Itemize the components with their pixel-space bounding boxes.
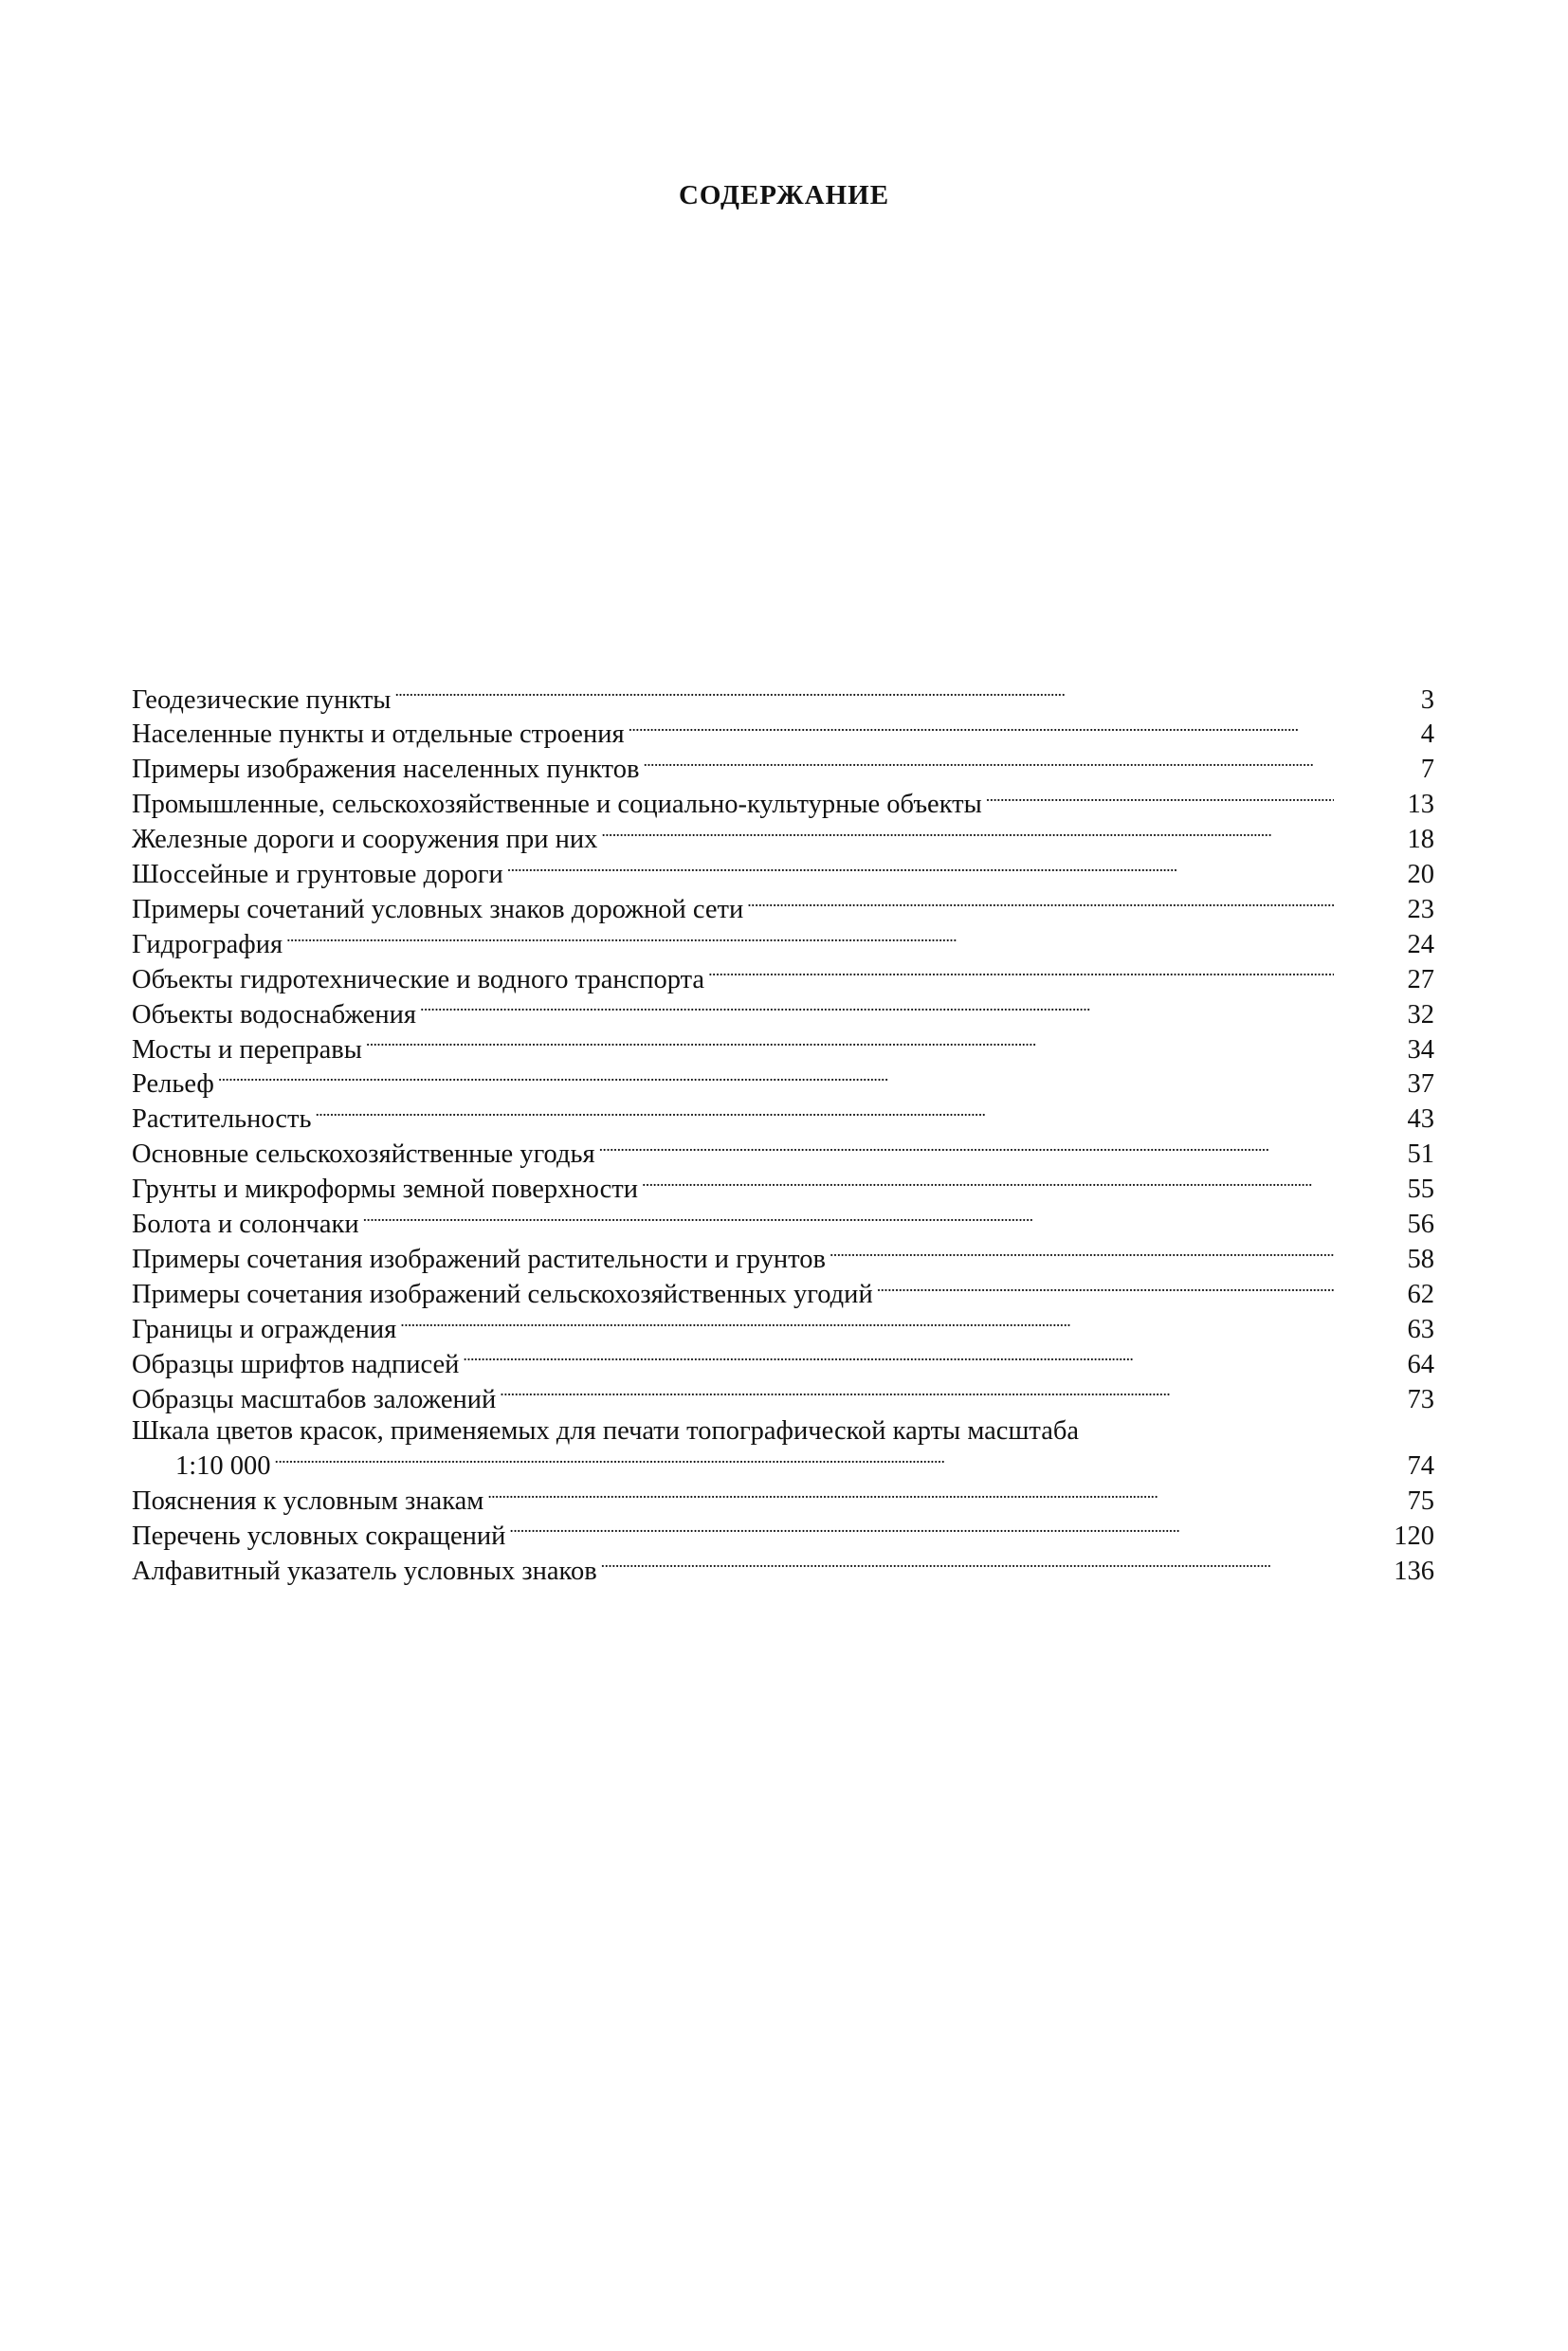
toc-entry-title: Примеры сочетания изображений растительности и грунтов — [132, 1245, 826, 1274]
toc-entry-page: 23 — [1407, 894, 1434, 924]
toc-entry — [132, 681, 1434, 716]
toc-entry-page: 136 — [1394, 1556, 1434, 1586]
toc-entry-page: 55 — [1407, 1175, 1434, 1205]
toc-entry — [132, 751, 1434, 786]
toc-entry-title: Основные сельскохозяйственные угодья — [132, 1139, 595, 1170]
toc-entry-title: Примеры сочетаний условных знаков дорожной сети — [132, 894, 744, 924]
toc-entry-continuation — [132, 1447, 1434, 1482]
toc-entry — [132, 1136, 1434, 1171]
toc-entry — [132, 1206, 1434, 1241]
toc-entry-title: Алфавитный указатель условных знаков — [132, 1556, 597, 1586]
toc-entry — [132, 716, 1434, 751]
toc-entry-title: Промышленные, сельскохозяйственные и социально-культурные объекты — [132, 790, 982, 820]
toc-entry-title: Объекты водоснабжения — [132, 999, 417, 1030]
toc-entry-page: 58 — [1407, 1245, 1434, 1274]
toc-entry-title: Рельеф — [132, 1069, 214, 1100]
toc-entry-page: 7 — [1420, 755, 1434, 785]
toc-entry-title: Примеры сочетания изображений сельскохозяйственных угодий — [132, 1279, 873, 1309]
toc-dot-leader — [316, 1101, 1335, 1128]
toc-dot-leader — [601, 1552, 1334, 1579]
toc-dot-leader — [420, 995, 1334, 1023]
toc-entry-page: 64 — [1407, 1349, 1434, 1379]
toc-entry — [132, 995, 1434, 1030]
toc-dot-leader — [286, 925, 1334, 953]
toc-entry — [132, 1066, 1434, 1101]
toc-entry-title: Шкала цветов красок, применяемых для печати топографической карты масштаба — [132, 1416, 1080, 1447]
toc-entry-title: Примеры изображения населенных пунктов — [132, 755, 640, 785]
toc-entry-title: Образцы шрифтов надписей — [132, 1349, 460, 1379]
toc-entry-title: Перечень условных сокращений — [132, 1521, 506, 1551]
toc-entry — [132, 1482, 1434, 1517]
toc-entry-title: Пояснения к условным знакам — [132, 1485, 484, 1516]
toc-entry-title-continuation: 1:10 000 — [175, 1450, 271, 1481]
toc-entry — [132, 1241, 1434, 1276]
toc-entry — [132, 786, 1434, 821]
toc-entry-title: Шоссейные и грунтовые дороги — [132, 860, 503, 890]
toc-entry-page: 51 — [1407, 1139, 1434, 1170]
table-of-contents — [132, 681, 1434, 1587]
toc-entry-page: 13 — [1407, 790, 1434, 820]
toc-entry — [132, 821, 1434, 856]
toc-entry-title: Границы и ограждения — [132, 1314, 397, 1344]
toc-entry — [132, 960, 1434, 995]
toc-entry — [132, 1275, 1434, 1310]
toc-entry-title: Геодезические пункты — [132, 684, 392, 715]
toc-dot-leader — [509, 1517, 1334, 1544]
toc-entry — [132, 1030, 1434, 1066]
toc-entry-page: 34 — [1407, 1034, 1434, 1065]
toc-entry-title: Населенные пункты и отдельные строения — [132, 720, 625, 750]
toc-dot-leader — [487, 1482, 1334, 1509]
toc-dot-leader — [986, 786, 1334, 813]
toc-entry-title: Растительность — [132, 1104, 312, 1135]
toc-entry-page: 4 — [1420, 720, 1434, 750]
toc-dot-leader — [363, 1206, 1334, 1233]
toc-entry — [132, 890, 1434, 925]
toc-entry — [132, 1415, 1434, 1447]
toc-dot-leader — [275, 1447, 1334, 1474]
toc-entry — [132, 1310, 1434, 1345]
toc-dot-leader — [507, 856, 1334, 884]
toc-dot-leader — [601, 821, 1334, 848]
toc-entry-title: Объекты гидротехнические и водного транспорта — [132, 964, 705, 994]
page-title: СОДЕРЖАНИЕ — [678, 180, 890, 210]
toc-dot-leader — [218, 1066, 1334, 1093]
toc-entry-page: 43 — [1407, 1104, 1434, 1135]
toc-entry — [132, 1380, 1434, 1415]
toc-entry-page: 75 — [1407, 1485, 1434, 1516]
toc-dot-leader — [599, 1136, 1334, 1163]
toc-dot-leader — [643, 751, 1334, 778]
toc-entry-page: 37 — [1407, 1069, 1434, 1100]
toc-dot-leader — [400, 1310, 1334, 1338]
toc-entry — [132, 856, 1434, 891]
toc-dot-leader — [747, 890, 1334, 918]
toc-entry-title: Грунты и микроформы земной поверхности — [132, 1175, 638, 1205]
toc-entry-page: 56 — [1407, 1210, 1434, 1240]
toc-entry-page: 24 — [1407, 929, 1434, 959]
toc-entry-page: 27 — [1407, 964, 1434, 994]
toc-entry — [132, 1171, 1434, 1206]
toc-dot-leader — [877, 1275, 1334, 1303]
toc-entry-page: 32 — [1407, 999, 1434, 1030]
toc-entry — [132, 1517, 1434, 1552]
toc-dot-leader — [708, 960, 1334, 988]
toc-dot-leader — [463, 1345, 1334, 1373]
toc-dot-leader — [500, 1380, 1334, 1408]
toc-entry-page: 3 — [1420, 684, 1434, 715]
toc-entry-page: 18 — [1407, 825, 1434, 855]
toc-entry-title: Образцы масштабов заложений — [132, 1384, 497, 1414]
toc-entry — [132, 1552, 1434, 1587]
toc-entry-page: 63 — [1407, 1314, 1434, 1344]
toc-entry-page: 62 — [1407, 1279, 1434, 1309]
toc-entry-page: 73 — [1407, 1384, 1434, 1414]
toc-dot-leader — [629, 716, 1334, 743]
toc-dot-leader — [642, 1171, 1334, 1198]
toc-entry-page: 74 — [1407, 1450, 1434, 1481]
toc-dot-leader — [394, 681, 1334, 708]
toc-entry-title: Гидрография — [132, 929, 283, 959]
toc-entry-title: Болота и солончаки — [132, 1210, 359, 1240]
toc-entry-title: Железные дороги и сооружения при них — [132, 825, 598, 855]
toc-entry — [132, 1101, 1434, 1136]
toc-dot-leader — [830, 1241, 1334, 1268]
toc-entry-page: 20 — [1407, 860, 1434, 890]
toc-dot-leader — [366, 1030, 1334, 1058]
toc-entry — [132, 1345, 1434, 1380]
toc-entry-page: 120 — [1394, 1521, 1434, 1551]
toc-entry-title: Мосты и переправы — [132, 1034, 362, 1065]
toc-entry — [132, 925, 1434, 960]
